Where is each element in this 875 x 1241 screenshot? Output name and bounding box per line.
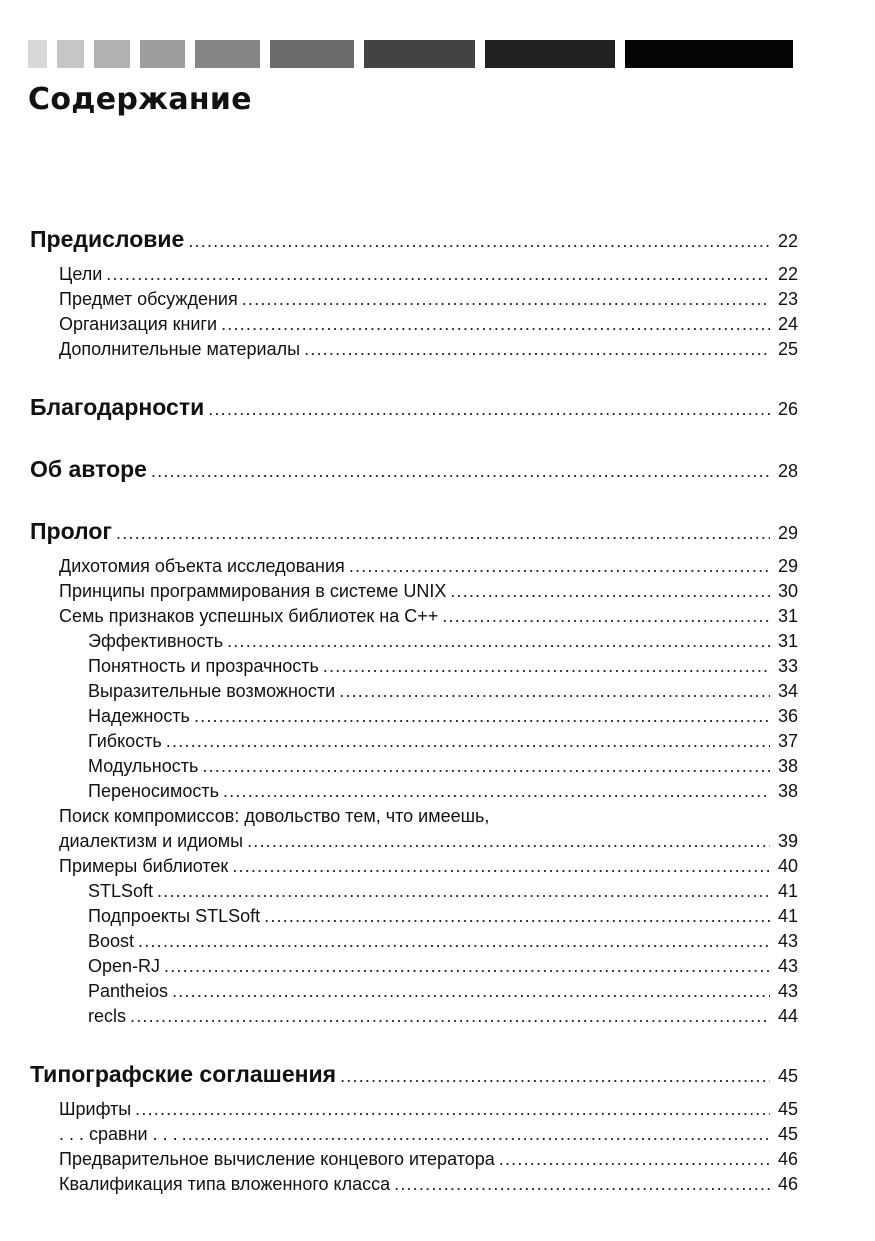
toc-leader-dots [323, 654, 770, 679]
toc-page-number: 45 [777, 1124, 798, 1144]
toc-page-number: 38 [777, 756, 798, 776]
toc-entry [30, 1004, 798, 1029]
toc-entry [30, 854, 798, 879]
toc-leader-dots [442, 604, 770, 629]
toc-page-number: 24 [777, 314, 798, 334]
toc-leader-dots [221, 312, 770, 337]
toc-entry-title: Квалификация типа вложенного класса [59, 1174, 391, 1194]
toc-leader-dots [157, 879, 770, 904]
toc-entry [30, 804, 798, 829]
toc-page-number: 43 [777, 931, 798, 951]
shade-block [28, 40, 47, 68]
toc-page-number: 40 [777, 856, 798, 876]
shade-block [195, 40, 260, 68]
toc-leader-dots [242, 287, 770, 312]
toc-leader-dots [151, 454, 770, 488]
toc-entry-title: Предмет обсуждения [59, 289, 238, 309]
toc-entry-title: Принципы программирования в системе UNIX [59, 581, 447, 601]
toc-entry [30, 929, 798, 954]
toc-entry-title: Переносимость [88, 781, 219, 801]
toc-leader-dots [499, 1147, 770, 1172]
toc-page-number: 25 [777, 339, 798, 359]
toc-page-number: 22 [777, 264, 798, 284]
toc-entry [30, 1147, 798, 1172]
toc-entry-title: Семь признаков успешных библиотек на С++ [59, 606, 439, 626]
toc-leader-dots [166, 729, 770, 754]
toc-chapter-entry [30, 390, 798, 424]
toc-page-number: 34 [777, 681, 798, 701]
shade-block [270, 40, 354, 68]
toc-leader-dots [202, 754, 770, 779]
header-shade-bar [28, 40, 793, 68]
toc-page-number: 38 [777, 781, 798, 801]
table-of-contents [30, 222, 798, 1197]
toc-page-number: 31 [777, 631, 798, 651]
toc-leader-dots [208, 392, 770, 426]
toc-page-number: 43 [777, 981, 798, 1001]
toc-entry-title: диалектизм и идиомы [59, 831, 244, 851]
toc-entry-title: Поиск компромиссов: довольство тем, что имеешь, [59, 806, 490, 826]
toc-chapter-entry [30, 452, 798, 486]
toc-leader-dots [172, 979, 770, 1004]
toc-page-number: 29 [777, 523, 798, 543]
toc-entry-title: Об авторе [30, 456, 147, 482]
toc-page-number: 46 [777, 1149, 798, 1169]
toc-entry [30, 754, 798, 779]
toc-entry-title: Благодарности [30, 394, 205, 420]
toc-page-number: 30 [777, 581, 798, 601]
toc-leader-dots [247, 829, 770, 854]
toc-entry-title: Модульность [88, 756, 199, 776]
toc-entry-title: Дополнительные материалы [59, 339, 301, 359]
shade-block [94, 40, 130, 68]
toc-entry-title: Эффективность [88, 631, 224, 651]
toc-entry-title: Шрифты [59, 1099, 132, 1119]
toc-leader-dots [394, 1172, 770, 1197]
toc-page-number: 45 [777, 1099, 798, 1119]
toc-page-number: 28 [777, 461, 798, 481]
toc-entry-title: Понятность и прозрачность [88, 656, 319, 676]
toc-leader-dots [106, 262, 770, 287]
toc-entry-title: Boost [88, 931, 135, 951]
toc-page-number: 29 [777, 556, 798, 576]
toc-entry [30, 879, 798, 904]
toc-page-number: 44 [777, 1006, 798, 1026]
page-title: Содержание [28, 82, 252, 117]
toc-page-number: 36 [777, 706, 798, 726]
toc-entry [30, 679, 798, 704]
toc-leader-dots [340, 1059, 770, 1093]
toc-entry-title: Выразительные возможности [88, 681, 336, 701]
toc-entry [30, 1097, 798, 1122]
toc-leader-dots [194, 704, 770, 729]
toc-chapter-entry [30, 1057, 798, 1091]
toc-entry-title: STLSoft [88, 881, 154, 901]
shade-block [140, 40, 185, 68]
toc-page-number: 41 [777, 906, 798, 926]
toc-page-number: 26 [777, 399, 798, 419]
toc-page-number: 41 [777, 881, 798, 901]
toc-entry-title: Open-RJ [88, 956, 161, 976]
toc-page-number: 45 [777, 1066, 798, 1086]
toc-entry [30, 554, 798, 579]
toc-entry [30, 629, 798, 654]
toc-entry [30, 829, 798, 854]
toc-entry [30, 1172, 798, 1197]
toc-entry-title: Предварительное вычисление концевого итератора [59, 1149, 495, 1169]
toc-entry [30, 654, 798, 679]
toc-page-number: 37 [777, 731, 798, 751]
toc-entry-title: Надежность [88, 706, 190, 726]
toc-chapter-entry [30, 222, 798, 256]
toc-leader-dots [304, 337, 770, 362]
toc-leader-dots [116, 516, 770, 550]
toc-entry [30, 1122, 798, 1147]
toc-leader-dots [349, 554, 770, 579]
toc-entry [30, 979, 798, 1004]
shade-block [625, 40, 793, 68]
toc-entry [30, 579, 798, 604]
toc-entry-title: . . . сравни . . . [59, 1124, 178, 1144]
toc-entry-title: Предисловие [30, 226, 185, 252]
toc-leader-dots [135, 1097, 770, 1122]
toc-entry [30, 287, 798, 312]
toc-leader-dots [232, 854, 770, 879]
toc-leader-dots [164, 954, 770, 979]
toc-leader-dots [223, 779, 770, 804]
toc-entry [30, 312, 798, 337]
toc-entry [30, 337, 798, 362]
toc-entry-title: Примеры библиотек [59, 856, 229, 876]
shade-block [57, 40, 84, 68]
toc-entry [30, 262, 798, 287]
toc-leader-dots [227, 629, 770, 654]
toc-leader-dots [130, 1004, 770, 1029]
toc-leader-dots [182, 1122, 770, 1147]
toc-entry-title: Pantheios [88, 981, 169, 1001]
toc-entry-title: recls [88, 1006, 127, 1026]
toc-entry [30, 779, 798, 804]
toc-entry [30, 954, 798, 979]
toc-page-number: 23 [777, 289, 798, 309]
toc-entry [30, 704, 798, 729]
toc-entry [30, 604, 798, 629]
toc-leader-dots [339, 679, 770, 704]
toc-entry-title: Организация книги [59, 314, 218, 334]
toc-chapter-entry [30, 514, 798, 548]
toc-page-number: 31 [777, 606, 798, 626]
toc-page-number: 22 [777, 231, 798, 251]
toc-entry-title: Цели [59, 264, 103, 284]
toc-entry-title: Гибкость [88, 731, 162, 751]
shade-block [364, 40, 475, 68]
toc-entry [30, 904, 798, 929]
toc-entry [30, 729, 798, 754]
toc-leader-dots [450, 579, 770, 604]
toc-leader-dots [264, 904, 770, 929]
toc-page-number: 46 [777, 1174, 798, 1194]
toc-page-number: 39 [777, 831, 798, 851]
toc-entry-title: Подпроекты STLSoft [88, 906, 261, 926]
toc-page-number: 33 [777, 656, 798, 676]
toc-page-number: 43 [777, 956, 798, 976]
toc-leader-dots [138, 929, 770, 954]
toc-entry-title: Дихотомия объекта исследования [59, 556, 345, 576]
toc-entry-title: Типографские соглашения [30, 1061, 337, 1087]
toc-leader-dots [188, 224, 770, 258]
shade-block [485, 40, 615, 68]
toc-entry-title: Пролог [30, 518, 112, 544]
